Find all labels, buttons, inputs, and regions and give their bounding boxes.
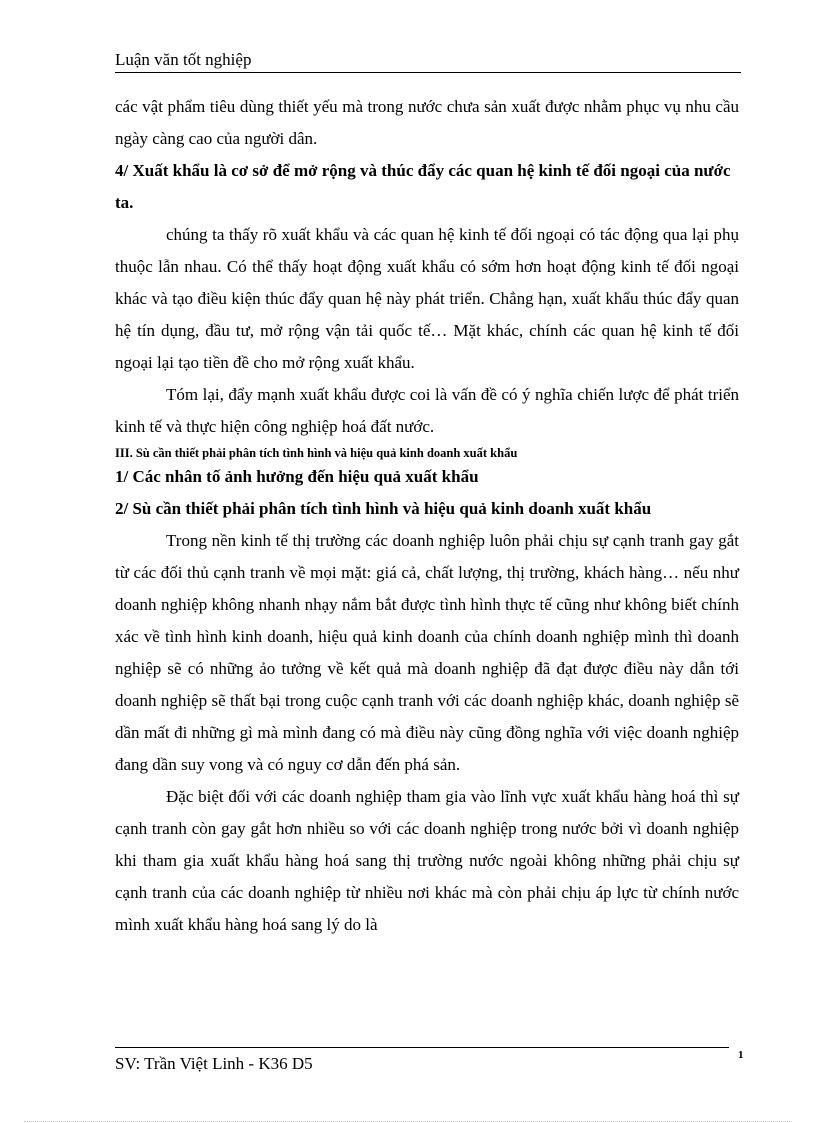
paragraph-market-competition: Trong nền kinh tế thị trường các doanh nghiệp luôn phải chịu sự cạnh tranh gay gắt từ các đối thủ cạnh tranh về mọi mặt: giá cả, chất lượng, thị trường, khách hàng… nếu như doanh nghiệp không nhanh nhạy nắm bắt được tình hình thực tế cũng như không biết chính xác về tình hình kinh doanh, hiệu quả kinh doanh của chính doanh nghiệp mình thì doanh nghiệp sẽ có những ảo tưởng về kết quả mà doanh nghiệp đã đạt được điều này dẫn tới doanh nghiệp sẽ thất bại trong cuộc cạnh tranh với các doanh nghiệp khác, doanh nghiệp sẽ dần mất đi những gì mà mình đang có mà điều này cũng đồng nghĩa với việc doanh nghiệp đang dần suy vong và có nguy cơ dẫn đến phá sản. [115,531,739,774]
page-edge-divider [24,1121,792,1122]
page-number: 1 [738,1049,744,1061]
paragraph-export-competition: Đặc biệt đối với các doanh nghiệp tham gia vào lĩnh vực xuất khẩu hàng hoá thì sự cạnh tranh còn gay gắt hơn nhiều so với các doanh nghiệp trong nước bởi vì doanh nghiệp khi tham gia xuất khẩu hàng hoá sang thị trường nước ngoài không những phải chịu sự cạnh tranh của các doanh nghiệp từ nhiều nơi khác mà còn phải chịu áp lực từ chính nước mình xuất khẩu hàng hoá sang lý do là [115,787,739,934]
paragraph-summary: Tóm lại, đẩy mạnh xuất khẩu được coi là vấn đề có ý nghĩa chiến lược để phát triển kinh tế và thực hiện công nghiệp hoá đất nước. [115,385,739,436]
footer-student: SV: Trần Việt Linh - K36 D5 [115,1054,313,1073]
document-body [115,91,739,941]
heading-4: 4/ Xuất khẩu là cơ sở để mở rộng và thúc đẩy các quan hệ kinh tế đối ngoại của nước ta. [115,161,731,212]
paragraph-continuation: các vật phẩm tiêu dùng thiết yếu mà trong nước chưa sản xuất được nhằm phục vụ nhu cầu ngày càng cao của người dân. [115,97,739,148]
paragraph-foreign-relations: chúng ta thấy rõ xuất khẩu và các quan hệ kinh tế đối ngoại có tác động qua lại phụ thuộc lẫn nhau. Có thể thấy hoạt động xuất khẩu có sớm hơn hoạt động kinh tế đối ngoại khác và tạo điều kiện thúc đẩy quan hệ này phát triển. Chẳng hạn, xuất khẩu thúc đẩy quan hệ tín dụng, đầu tư, mở rộng vận tải quốc tế… Mặt khác, chính các quan hệ kinh tế đối ngoại lại tạo tiền đề cho mở rộng xuất khẩu. [115,225,739,372]
page-header [115,50,741,73]
section-heading-iii: III. Sù cần thiết phải phân tích tình hình và hiệu quả kinh doanh xuất khẩu [115,446,518,460]
page-footer [115,1047,729,1073]
heading-2-necessity: 2/ Sù cần thiết phải phân tích tình hình và hiệu quả kinh doanh xuất khẩu [115,499,652,518]
header-title: Luận văn tốt nghiệp [115,50,252,69]
heading-1-factors: 1/ Các nhân tố ảnh hưởng đến hiệu quả xuất khẩu [115,467,479,486]
